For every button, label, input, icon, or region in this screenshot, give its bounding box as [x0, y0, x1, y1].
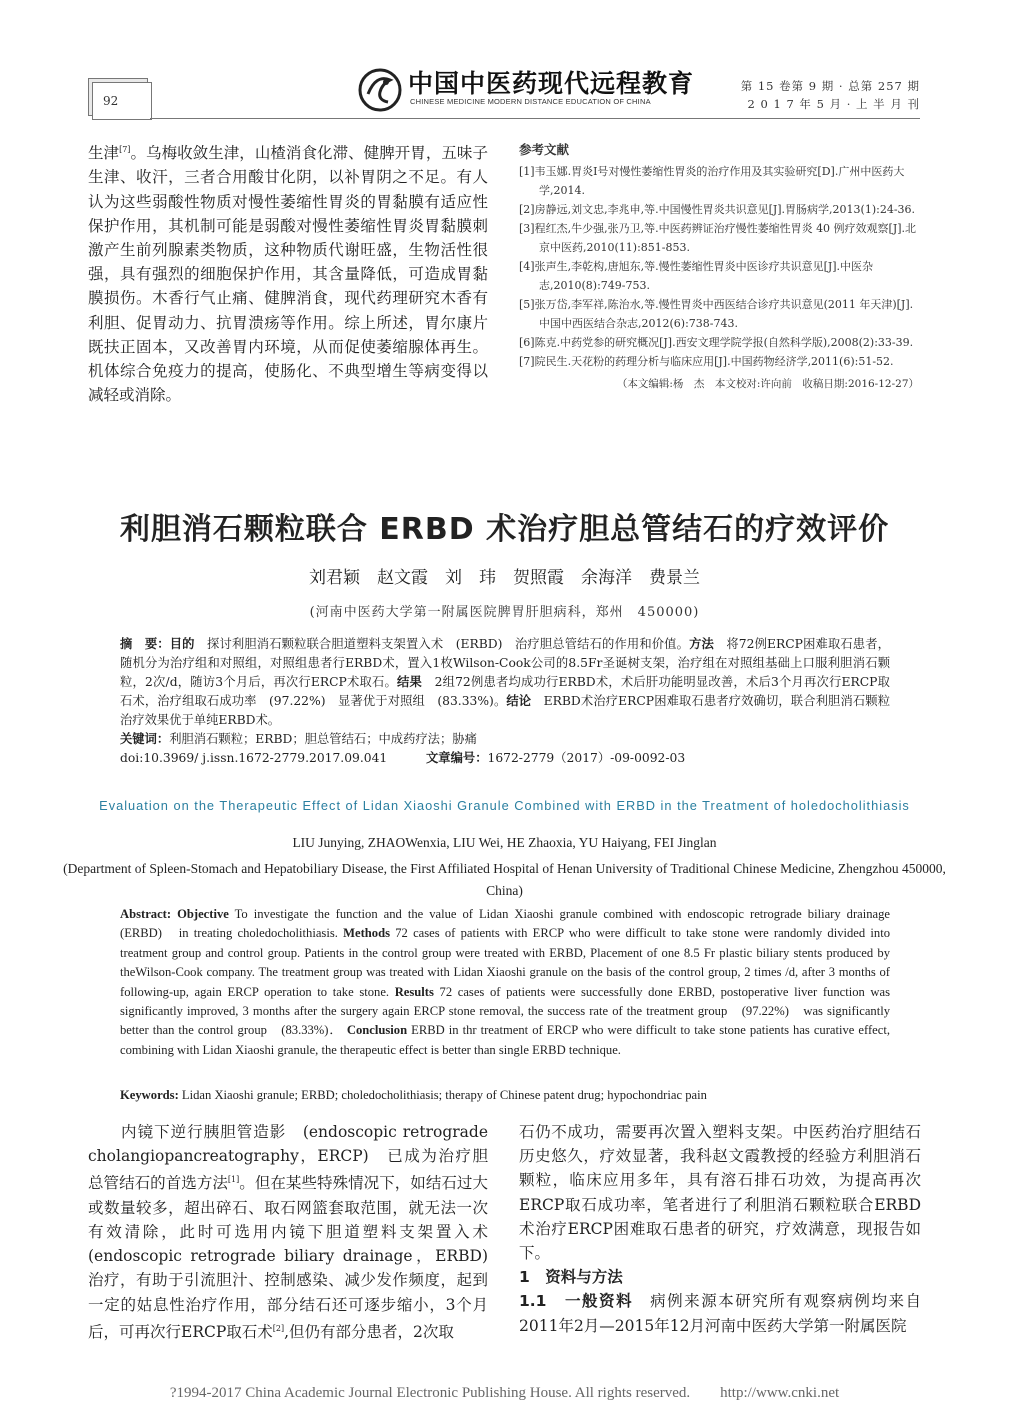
issue-info: [741, 77, 920, 113]
prev-text-a: 生津: [88, 144, 120, 163]
citation: [1]: [227, 1175, 240, 1185]
article-no: 1672-2779（2017）-09-0092-03: [487, 751, 686, 765]
english-affiliation: (Department of Spleen-Stomach and Hepatobiliary Disease, the First Affiliated Hospital of Henan University of Traditional Chinese Medicine, Zhengzhou 450000, China): [63, 861, 946, 898]
prev-article-text: [88, 138, 488, 407]
copyright-footer: ?1994-2017 China Academic Journal Electronic Publishing House. All rights reserved. http://www.cnki.net: [169, 1385, 840, 1401]
abstract-label: 摘 要：: [120, 637, 170, 651]
chinese-abstract: [120, 635, 890, 768]
objective-text: 探讨利胆消石颗粒联合胆道塑料支架置入术 (ERBD) 治疗胆总管结石的作用和价值。: [194, 637, 690, 651]
subsection-label: 1.1 一般资料: [519, 1292, 634, 1311]
article-authors: 刘君颖 赵文霞 刘 玮 贺照霞 余海洋 费景兰: [309, 568, 700, 588]
doi-line: [120, 749, 890, 768]
en-result-text: 72 cases of patients were successfully done ERBD, postoperative liver function was significantly improved, 3 months after the surgery again ERCP stone removal, the success rate of the treatment group (97.22%) was significantly better than the control group (83.33%)．: [120, 984, 891, 1038]
journal-logo-icon: [358, 68, 402, 112]
result-text: 2组72例患者均成功行ERBD术，术后肝功能明显改善，术后3个月再次行ERCP取石术，治疗组取石成功率 (97.22%) 显著优于对照组 (83.33%)。: [120, 675, 890, 708]
intro-text-c: ,但仍有部分患者，2次取: [284, 1322, 454, 1341]
citation: [2]: [272, 1323, 285, 1333]
keywords: 利胆消石颗粒；ERBD；胆总管结石；中成药疗法；胁痛: [169, 732, 477, 746]
intro-text-a: 内镜下逆行胰胆管造影 (endoscopic retrograde cholangiopancreatography，ERCP) 已成为治疗胆总管结石的首选方法: [88, 1123, 488, 1193]
method-label: 方法: [689, 637, 714, 651]
english-abstract: [120, 905, 903, 1060]
english-keywords: [120, 1088, 890, 1103]
en-abstract-label: Abstract:: [120, 907, 172, 921]
conclusion-text: ERBD术治疗ERCP困难取石患者疗效确切，联合利胆消石颗粒治疗效果优于单纯ERBD术。: [120, 694, 890, 727]
editor-line: （本文编辑:杨 杰 本文校对:许向前 收稿日期:2016-12-27）: [616, 378, 919, 390]
result-label: 结果: [397, 675, 423, 689]
header-rule: [150, 118, 920, 119]
intro-left-column: [88, 1120, 504, 1344]
en-method-label: Methods: [343, 926, 390, 941]
intro-text-b: 。但在某些特殊情况下，如结石过大或数量较多，超出碎石、取石网篮套取范围，就无法一次有效清除，此时可选用内镜下胆道塑料支架置入术 (endoscopic retrograde biliary drainage，ERBD) 治疗，有助于引流胆汁、控制感染、减少发作频度，起到一定的姑息性治疗作用，部分结石还可逐步缩小，3个月后，可再次行ERCP取石术: [88, 1174, 504, 1341]
english-authors: LIU Junying, ZHAOWenxia, LIU Wei, HE Zhaoxia, YU Haiyang, FEI Jinglan: [292, 835, 717, 850]
en-method-text: 72 cases of patients with ERCP who were difficult to take stone were randomly divided into treatment group and control group. Patients in the control group were treated with ERBD, Placement of one 8.5 Fr plastic biliary stents produced by theWilson-Cook company. The treatment group was treated with Lidan Xiaoshi granule on the basis of the control group, 2 times /d, after 3 months of following-up, again ERCP operation to take stone.: [120, 926, 890, 999]
page-number: 92: [92, 82, 152, 120]
reference-item: [1]韦玉娜.胃炎Ⅰ号对慢性萎缩性胃炎的治疗作用及其实验研究[D].广州中医药大学,2014.: [519, 165, 905, 197]
en-objective-label: Objective: [177, 907, 229, 921]
keywords-label: 关键词：: [120, 732, 170, 746]
subsection-text: 病例来源本研究所有观察病例均来自2011年2月—2015年12月河南中医药大学第一附属医院: [519, 1292, 921, 1335]
issue-line-1: 第 15 卷第 9 期 · 总第 257 期: [740, 79, 920, 93]
article-no-label: 文章编号：: [426, 751, 488, 765]
en-objective-text: To investigate the function and the value of Lidan Xiaoshi granule combined with endoscopic retrograde biliary drainage (ERBD) in treating choledocholithiasis.: [120, 907, 903, 941]
conclusion-label: 结论: [506, 694, 532, 708]
article-title: 利胆消石颗粒联合 ERBD 术治疗胆总管结石的疗效评价: [119, 512, 890, 547]
references: [519, 140, 919, 394]
references-title: 参考文献: [519, 142, 570, 157]
method-text: 将72例ERCP困难取石患者，随机分为治疗组和对照组，对照组患者行ERBD术，置入1枚Wilson-Cook公司的8.5Fr圣诞树支架，治疗组在对照组基础上口服利胆消石颗粒，2次/d，随访3个月后，再次行ERCP术取石。: [120, 637, 890, 689]
section-heading: 1 资料与方法: [519, 1268, 623, 1287]
citation: [7]: [119, 145, 131, 154]
en-keywords: Lidan Xiaoshi granule; ERBD; choledocholithiasis; therapy of Chinese patent drug; hypochondriac pain: [178, 1088, 707, 1102]
article-affiliation: (河南中医药大学第一附属医院脾胃肝胆病科，郑州 450000): [309, 605, 700, 620]
intro-right-column: [519, 1120, 921, 1338]
intro-right-text: 石仍不成功，需要再次置入塑料支架。中医药治疗胆结石历史悠久，疗效显著，我科赵文霞教授的经验方利胆消石颗粒，临床应用多年，具有溶石排石功效，为提高再次ERCP取石成功率，笔者进行了利胆消石颗粒联合ERBD术治疗ERCP困难取石患者的研究，疗效满意，现报告如下。: [519, 1123, 921, 1263]
objective-label: 目的: [169, 637, 195, 651]
journal-subtitle: CHINESE MEDICINE MODERN DISTANCE EDUCATION OF CHINA: [410, 97, 651, 106]
en-conclusion-label: Conclusion: [346, 1023, 408, 1038]
reference-item: [4]张声生,李乾构,唐旭东,等.慢性萎缩性胃炎中医诊疗共识意见[J].中医杂志,2010(8):749-753.: [519, 260, 874, 292]
keywords-line: [120, 730, 890, 749]
english-title: Evaluation on the Therapeutic Effect of Lidan Xiaoshi Granule Combined with ERBD in the Treatment of holedocholithiasis: [99, 798, 910, 813]
reference-item: [2]房静远,刘文忠,李兆申,等.中国慢性胃炎共识意见[J].胃肠病学,2013(1):24-36.: [519, 203, 916, 216]
issue-line-2: 2 0 1 7 年 5 月 · 上 半 月 刊: [747, 97, 920, 111]
doi: doi:10.3969/ j.issn.1672-2779.2017.09.041: [120, 751, 388, 765]
reference-item: [7]院民生.天花粉的药理分析与临床应用[J].中国药物经济学,2011(6):51-52.: [519, 355, 894, 368]
en-keywords-label: Keywords:: [120, 1088, 179, 1102]
journal-title: 中国中医药现代远程教育: [408, 69, 695, 98]
prev-text-b: 。乌梅收敛生津，山楂消食化滞、健脾开胃，五味子生津、收汗，三者合用酸甘化阴，以补胃阴之不足。有人认为这些弱酸性物质对慢性萎缩性胃炎的胃黏膜有适应性保护作用，其机制可能是弱酸对慢性萎缩性胃炎胃黏膜刺激产生前列腺素类物质，这种物质代谢旺盛，生物活性很强，具有强烈的细胞保护作用，其含量降低，可造成胃黏膜损伤。木香行气止痛、健脾消食，现代药理研究木香有利胆、促胃动力、抗胃溃疡等作用。综上所述，胃尔康片既扶正固本，又改善胃内环境，从而促使萎缩腺体再生。机体综合免疫力的提高，使肠化、不典型增生等病变得以减轻或消除。: [88, 144, 488, 405]
en-conclusion-text: ERBD in thr treatment of ERCP who were difficult to take stone patients has curative effect, combining with Lidan Xiaoshi granule, the therapeutic effect is better than single ERBD technique.: [120, 1023, 890, 1057]
en-result-label: Results: [394, 984, 434, 999]
reference-item: [5]张万岱,李军祥,陈治水,等.慢性胃炎中西医结合诊疗共识意见(2011 年天津)[J].中国中西医结合杂志,2012(6):738-743.: [519, 298, 914, 330]
reference-item: [3]程红杰,牛少强,张乃卫,等.中医药辨证治疗慢性萎缩性胃炎 40 例疗效观察[J].北京中医药,2010(11):851-853.: [519, 222, 917, 254]
reference-item: [6]陈克.中药党参的研究概况[J].西安文理学院学报(自然科学版),2008(2):33-39.: [519, 336, 914, 349]
